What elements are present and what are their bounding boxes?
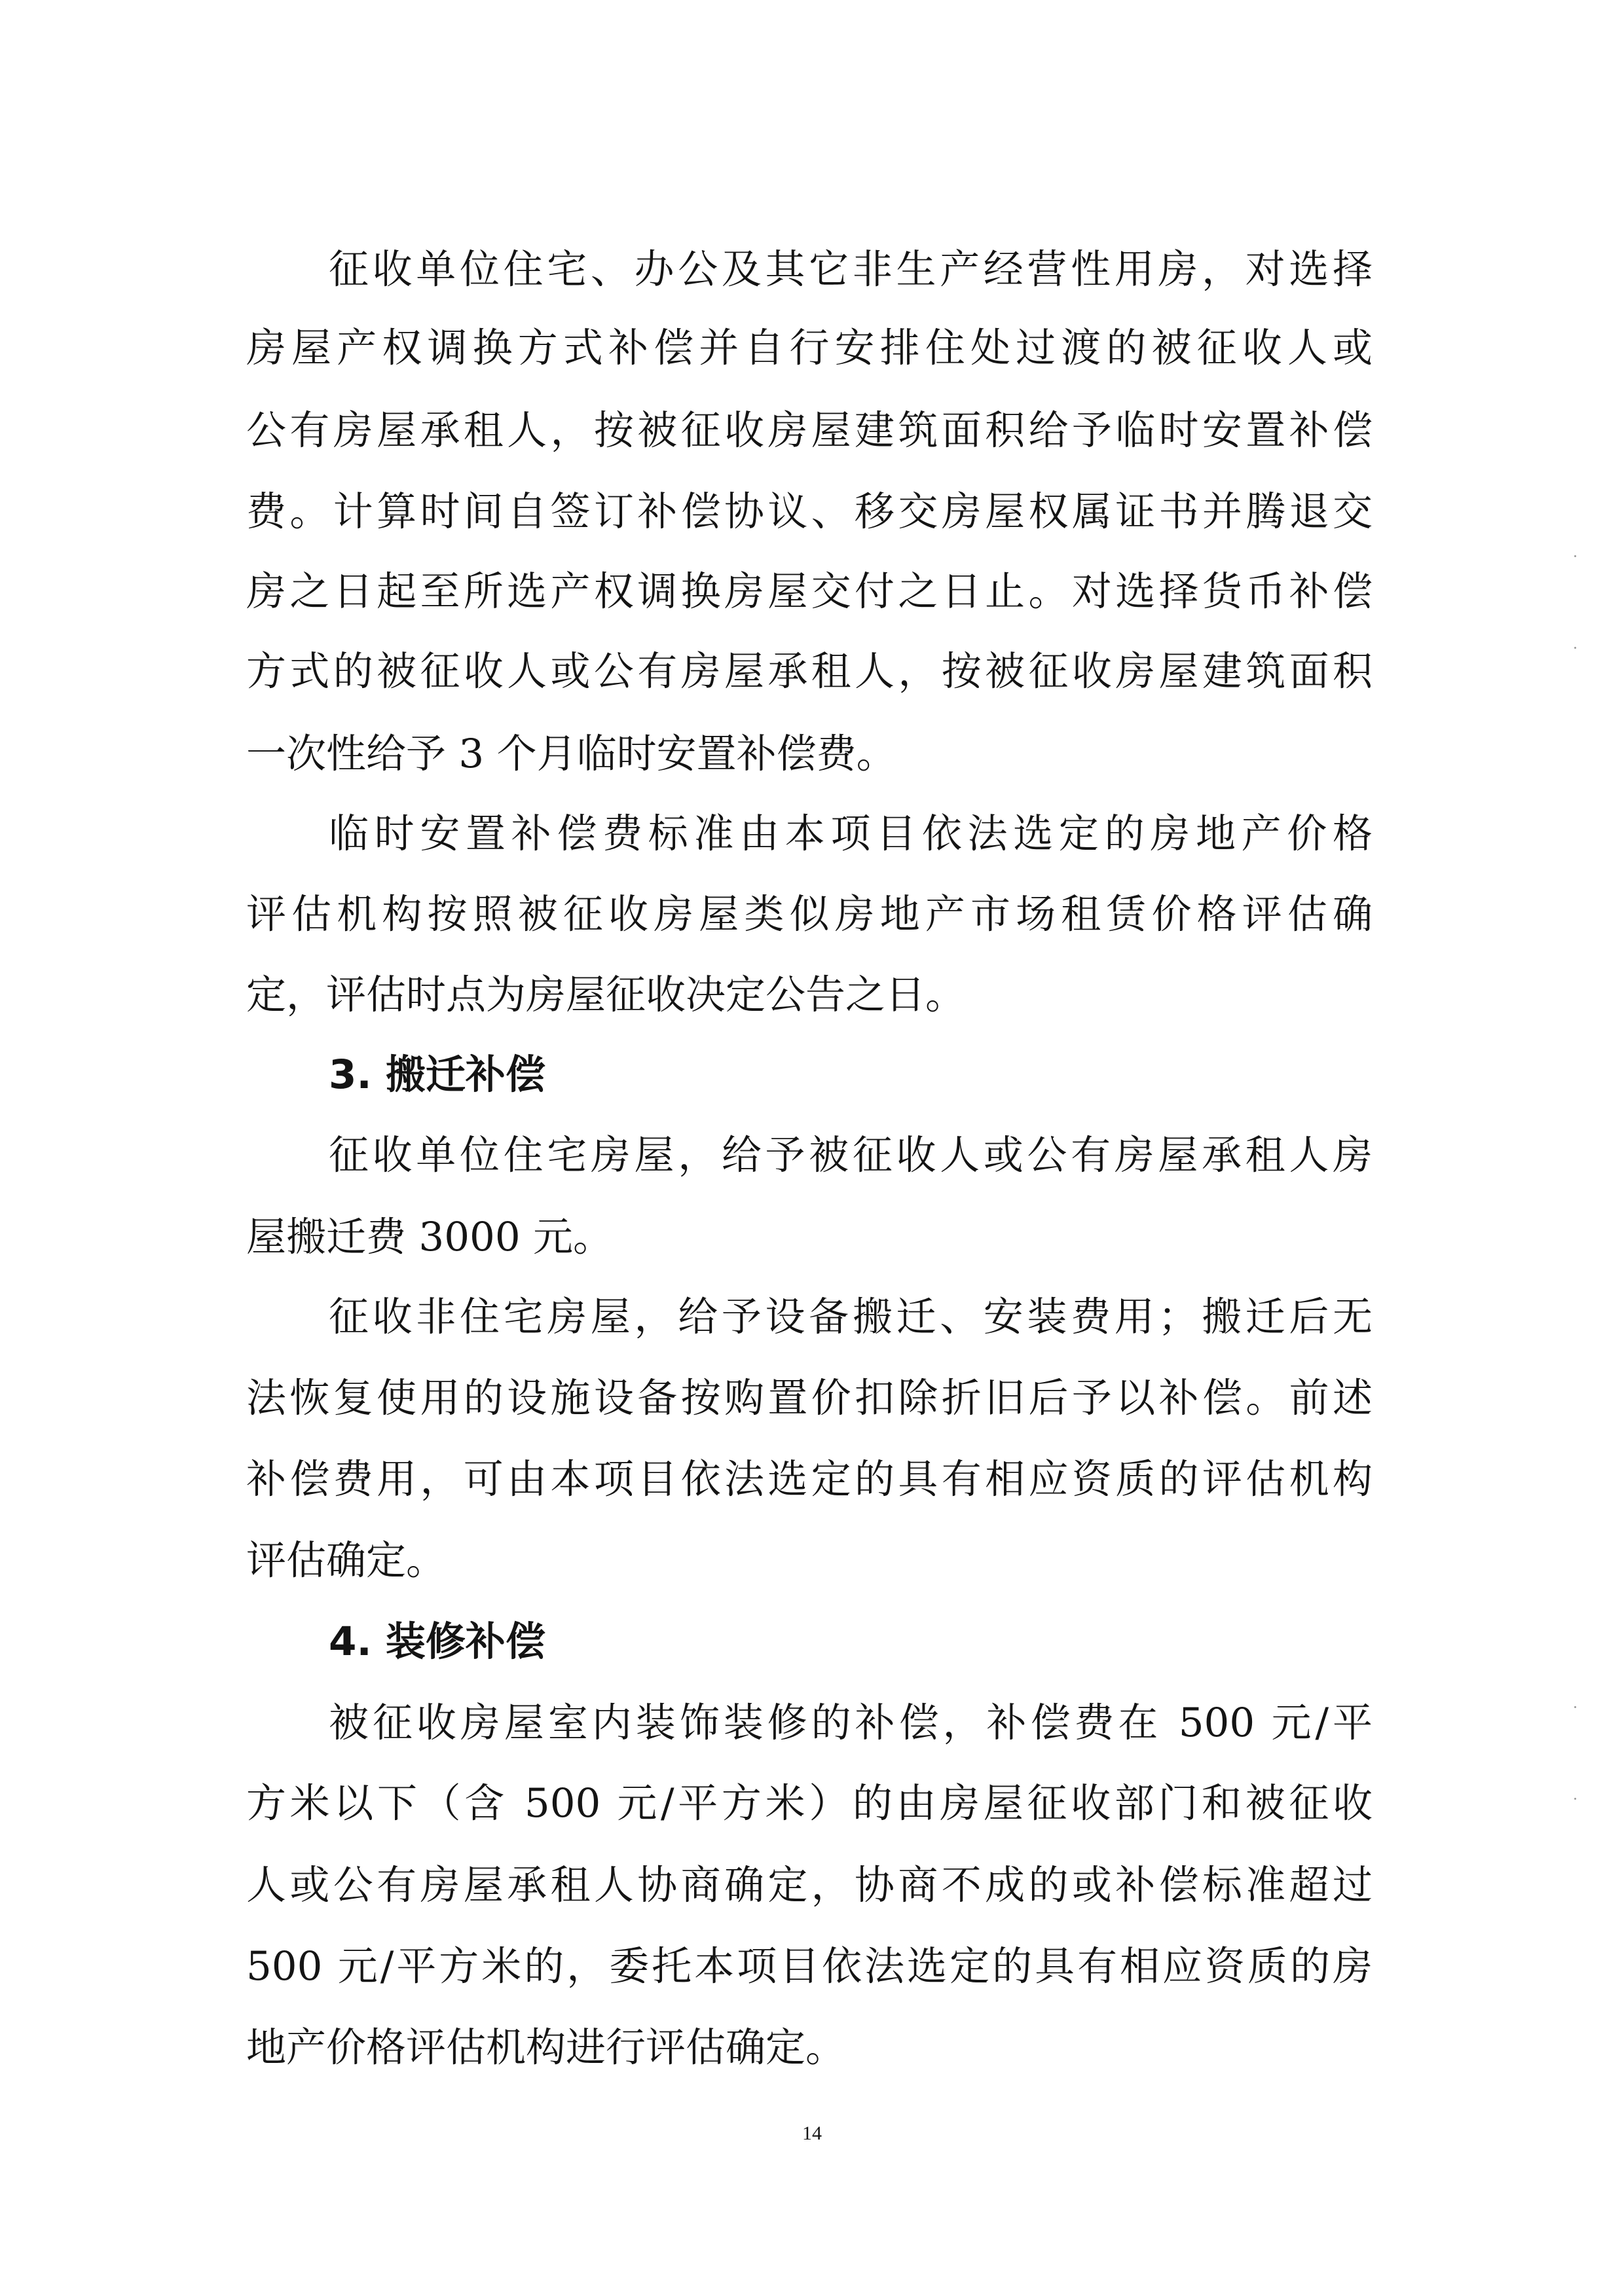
paragraph-1-line-7: 一次性给予 3 个月临时安置补偿费。 — [246, 731, 896, 777]
paragraph-1-line-6: 方式的被征收人或公有房屋承租人，按被征收房屋建筑面积 — [246, 648, 1373, 695]
section-heading-4: 4. 装修补偿 — [329, 1618, 545, 1665]
paragraph-2-line-3: 定，评估时点为房屋征收决定公告之日。 — [246, 972, 966, 1018]
paragraph-4-line-3: 补偿费用，可由本项目依法选定的具有相应资质的评估机构 — [246, 1456, 1373, 1503]
paragraph-5-line-1: 被征收房屋室内装饰装修的补偿，补偿费在 500 元/平 — [329, 1700, 1373, 1746]
paragraph-4-line-4: 评估确定。 — [246, 1537, 447, 1584]
paragraph-5-line-3: 人或公有房屋承租人协商确定，协商不成的或补偿标准超过 — [246, 1862, 1373, 1908]
paragraph-5-line-2: 方米以下（含 500 元/平方米）的由房屋征收部门和被征收 — [246, 1780, 1373, 1827]
paragraph-3-line-1: 征收单位住宅房屋，给予被征收人或公有房屋承租人房 — [329, 1132, 1373, 1178]
paragraph-1-line-3: 公有房屋承租人，按被征收房屋建筑面积给予临时安置补偿 — [246, 407, 1373, 454]
paragraph-2-line-2: 评估机构按照被征收房屋类似房地产市场租赁价格评估确 — [246, 891, 1373, 938]
paragraph-1-line-5: 房之日起至所选产权调换房屋交付之日止。对选择货币补偿 — [246, 568, 1373, 615]
scan-speck — [1574, 1798, 1576, 1800]
paragraph-2-line-1: 临时安置补偿费标准由本项目依法选定的房地产价格 — [329, 811, 1373, 857]
paragraph-1-line-2: 房屋产权调换方式补偿并自行安排住处过渡的被征收人或 — [246, 325, 1373, 371]
scan-speck — [1574, 647, 1576, 649]
paragraph-4-line-1: 征收非住宅房屋，给予设备搬迁、安装费用；搬迁后无 — [329, 1294, 1373, 1340]
paragraph-3-line-2: 屋搬迁费 3000 元。 — [246, 1214, 614, 1260]
paragraph-4-line-2: 法恢复使用的设施设备按购置价扣除折旧后予以补偿。前述 — [246, 1375, 1373, 1421]
paragraph-5-line-4: 500 元/平方米的，委托本项目依法选定的具有相应资质的房 — [246, 1943, 1373, 1990]
paragraph-1-line-1: 征收单位住宅、办公及其它非生产经营性用房，对选择 — [329, 246, 1373, 293]
paragraph-1-line-4: 费。计算时间自签订补偿协议、移交房屋权属证书并腾退交 — [246, 488, 1373, 535]
scan-speck — [1574, 1706, 1576, 1708]
scan-speck — [1574, 555, 1576, 557]
paragraph-5-line-5: 地产价格评估机构进行评估确定。 — [246, 2024, 846, 2071]
page-number: 14 — [802, 2123, 822, 2144]
section-heading-3: 3. 搬迁补偿 — [329, 1051, 545, 1098]
